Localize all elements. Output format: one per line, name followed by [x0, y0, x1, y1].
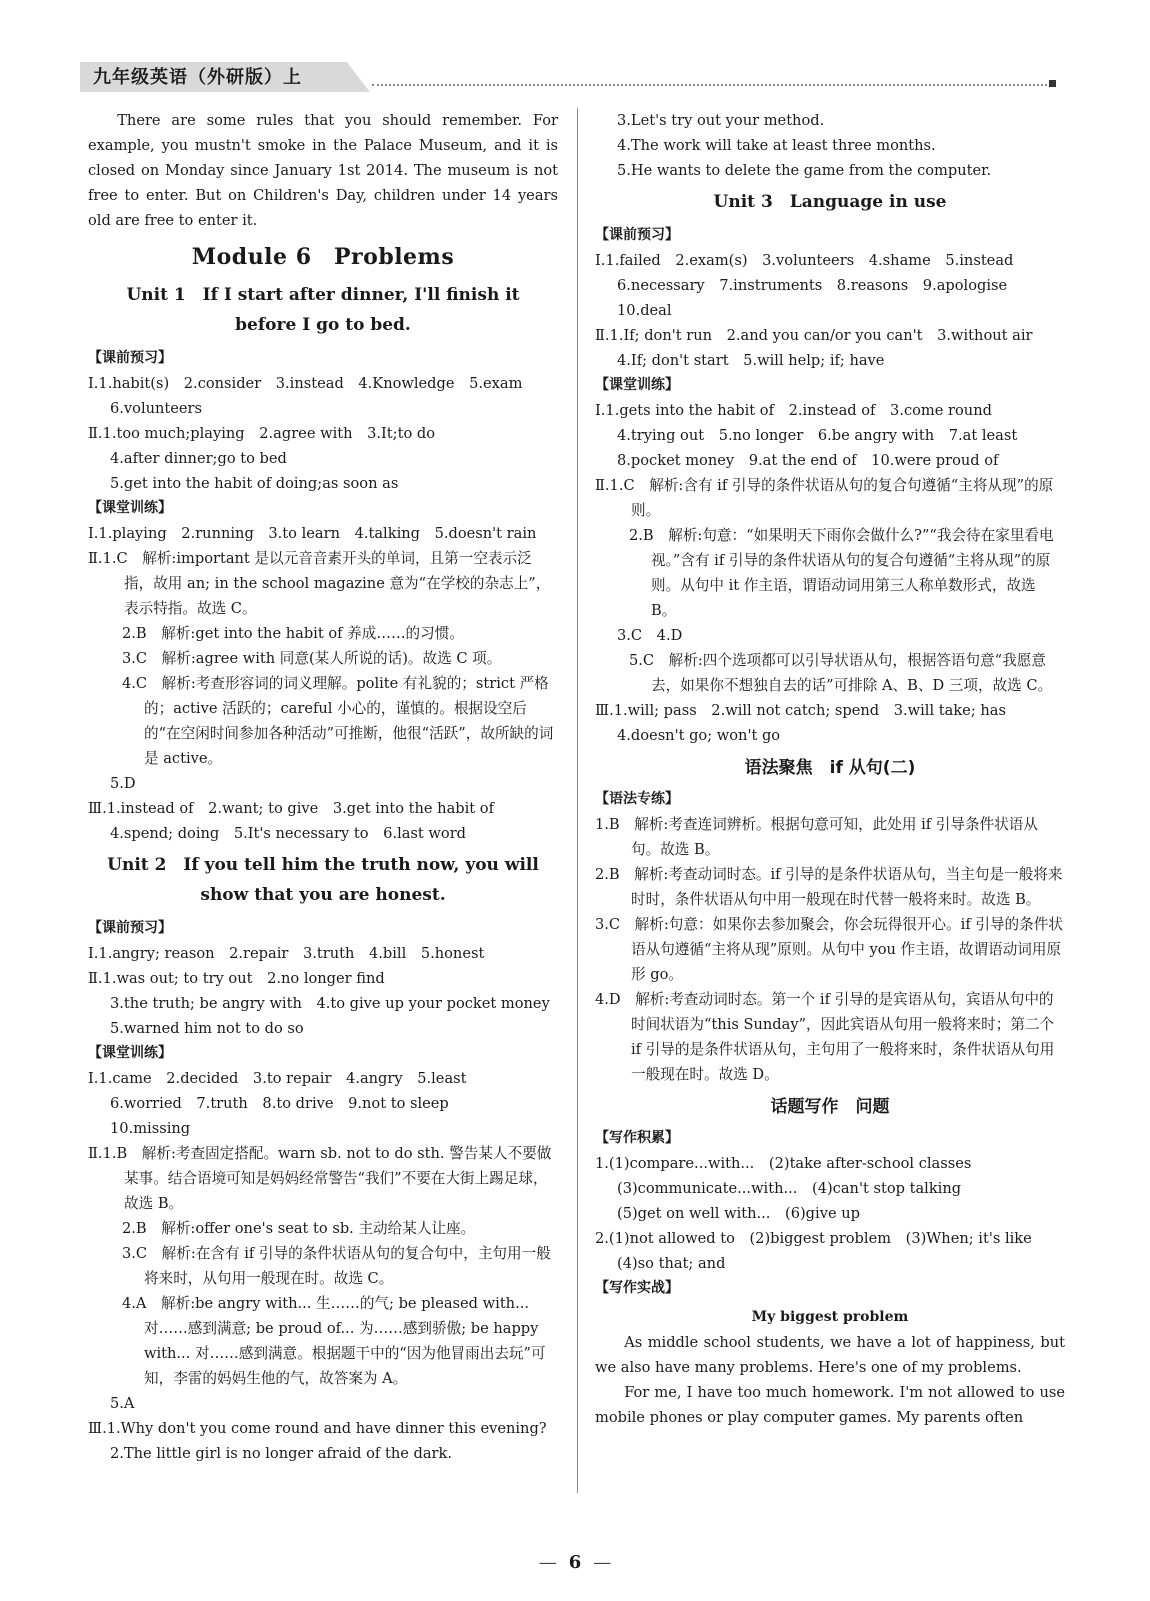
grammar-heading: 【语法专练】 [595, 791, 679, 807]
unit2-title-line1: Unit 2 If you tell him the truth now, you will [107, 855, 539, 875]
writing-title: 话题写作 问题 [770, 1097, 890, 1117]
writing-accum-heading: 【写作积累】 [595, 1130, 679, 1146]
unit3-class-line: 8.pocket money 9.at the end of 10.were proud of [617, 452, 999, 469]
unit2-preview-line: 5.warned him not to do so [110, 1020, 304, 1037]
unit3-preview-line: 6.necessary 7.instruments 8.reasons 9.apologise [617, 277, 1008, 294]
header-square-mark [1049, 80, 1056, 87]
unit1-title-line1: Unit 1 If I start after dinner, I'll finish it [126, 285, 520, 305]
carryover-line: 5.He wants to delete the game from the computer. [617, 162, 992, 179]
unit2-class-line: Ⅲ.1.Why don't you come round and have dinner this evening? [88, 1420, 547, 1437]
unit1-preview-line: 6.volunteers [110, 400, 203, 417]
essay-paragraph: As middle school students, we have a lot of happiness, but we also have many problems. Here's one of my problems. [595, 1334, 1065, 1376]
unit3-class-line: Ⅰ.1.gets into the habit of 2.instead of 3.come round [595, 402, 992, 419]
intro-paragraph: There are some rules that you should remember. For example, you mustn't smoke in the Palace Museum, and it is closed on Monday since January 1st 2014. The museum is not free to enter. But on Children's Day, children under 14 years old are free to enter it. [88, 112, 558, 229]
unit1-class-answer: 4.C 解析:考查形容词的词义理解。polite 有礼貌的；strict 严格的；active 活跃的；careful 小心的，谨慎的。根据设空后的“在空闲时间参加各种活动”可推断，他很“活跃”，故所缺的词是 active。 [122, 675, 554, 767]
unit2-preview-line: 3.the truth; be angry with 4.to give up your pocket money [110, 995, 550, 1012]
grammar-answer: 4.D 解析:考查动词时态。第一个 if 引导的是宾语从句，宾语从句中的时间状语为“this Sunday”，因此宾语从句用一般将来时；第二个 if 引导的是条件状语从句，主句用了一般将来时，条件状语从句用一般现在时。故选 D。 [595, 991, 1055, 1083]
column-divider [577, 108, 578, 1493]
unit1-title-line2: before I go to bed. [235, 315, 411, 335]
carryover-line: 3.Let's try out your method. [617, 112, 825, 129]
unit3-class-answer: 5.C 解析:四个选项都可以引导状语从句，根据答语句意“我愿意去，如果你不想独自去的话”可排除 A、B、D 三项，故选 C。 [629, 652, 1053, 694]
unit1-class-line: Ⅲ.1.instead of 2.want; to give 3.get into the habit of [88, 800, 494, 817]
writing-accum-line: 2.(1)not allowed to (2)biggest problem (3)When; it's like [595, 1230, 1032, 1247]
unit3-class-line: 4.trying out 5.no longer 6.be angry with 7.at least [617, 427, 1018, 444]
unit1-preview-line: Ⅰ.1.habit(s) 2.consider 3.instead 4.Knowledge 5.exam [88, 375, 523, 392]
unit2-class-heading: 【课堂训练】 [88, 1045, 172, 1061]
unit1-class-answer: 3.C 解析:agree with 同意(某人所说的话)。故选 C 项。 [122, 650, 502, 667]
unit3-preview-heading: 【课前预习】 [595, 227, 679, 243]
header-title: 九年级英语（外研版）上 [93, 67, 302, 88]
unit1-class-heading: 【课堂训练】 [88, 500, 172, 516]
unit1-preview-heading: 【课前预习】 [88, 350, 172, 366]
unit3-preview-line: Ⅰ.1.failed 2.exam(s) 3.volunteers 4.shame 5.instead [595, 252, 1014, 269]
left-column [88, 108, 558, 1466]
carryover-line: 4.The work will take at least three months. [617, 137, 936, 154]
page-number-left-dash: — [538, 1552, 557, 1573]
unit2-class-line: 10.missing [110, 1120, 191, 1137]
unit2-class-answer: 5.A [110, 1395, 135, 1412]
unit2-class-line: 6.worried 7.truth 8.to drive 9.not to sleep [110, 1095, 449, 1112]
unit2-class-answer: Ⅱ.1.B 解析:考查固定搭配。warn sb. not to do sth. 警告某人不要做某事。结合语境可知是妈妈经常警告“我们”不要在大街上踢足球，故选 B。 [88, 1145, 552, 1212]
unit3-preview-line: Ⅱ.1.If; don't run 2.and you can/or you can't 3.without air [595, 327, 1033, 344]
unit1-class-answer: 2.B 解析:get into the habit of 养成……的习惯。 [122, 625, 464, 642]
unit1-preview-line: 4.after dinner;go to bed [110, 450, 287, 467]
unit2-title [88, 850, 558, 910]
unit2-title-line2: show that you are honest. [200, 885, 446, 905]
unit3-preview-line: 4.If; don't start 5.will help; if; have [617, 352, 885, 369]
unit3-class-heading: 【课堂训练】 [595, 377, 679, 393]
page-number [0, 1552, 1150, 1573]
grammar-answer: 3.C 解析:句意：如果你去参加聚会，你会玩得很开心。if 引导的条件状语从句遵循“主将从现”原则。从句中 you 作主语，故谓语动词用原形 go。 [595, 916, 1063, 983]
essay-paragraph: For me, I have too much homework. I'm not allowed to use mobile phones or play computer games. My parents often [595, 1384, 1065, 1426]
right-column [595, 108, 1065, 1430]
unit1-class-answer: Ⅱ.1.C 解析:important 是以元音音素开头的单词，且第一空表示泛指，故用 an; in the school magazine 意为“在学校的杂志上”，表示特指。故选 C。 [88, 550, 551, 617]
writing-accum-line: (4)so that; and [617, 1255, 726, 1272]
writing-accum-line: (5)get on well with... (6)give up [617, 1205, 860, 1222]
unit1-title [88, 280, 558, 340]
page-number-value: 6 [568, 1552, 582, 1573]
unit2-class-answer: 2.B 解析:offer one's seat to sb. 主动给某人让座。 [122, 1220, 476, 1237]
grammar-answer: 1.B 解析:考查连词辨析。根据句意可知，此处用 if 引导条件状语从句。故选 B。 [595, 816, 1038, 858]
unit2-preview-heading: 【课前预习】 [88, 920, 172, 936]
unit3-class-answer: 2.B 解析:句意：“如果明天下雨你会做什么?”“我会待在家里看电视。”含有 if 引导的条件状语从句的复合句遵循“主将从现”的原则。从句中 it 作主语，谓语动词用第三人称单数形式，故选 B。 [629, 527, 1054, 619]
unit2-class-answer: 3.C 解析:在含有 if 引导的条件状语从句的复合句中，主句用一般将来时，从句用一般现在时。故选 C。 [122, 1245, 551, 1287]
unit2-preview-line: Ⅰ.1.angry; reason 2.repair 3.truth 4.bill 5.honest [88, 945, 485, 962]
unit1-preview-line: Ⅱ.1.too much;playing 2.agree with 3.It;to do [88, 425, 436, 442]
unit3-preview-line: 10.deal [617, 302, 672, 319]
unit2-class-line: 2.The little girl is no longer afraid of the dark. [110, 1445, 452, 1462]
essay-title: My biggest problem [751, 1309, 909, 1325]
unit2-class-answer: 4.A 解析:be angry with... 生……的气; be pleased with... 对……感到满意; be proud of... 为……感到骄傲; be happy with... 对……感到满意。根据题干中的“因为他冒雨出去玩”可知，李雷的妈妈生他的气，故答案为 A。 [122, 1295, 546, 1387]
unit3-class-line: Ⅲ.1.will; pass 2.will not catch; spend 3.will take; has [595, 702, 1006, 719]
unit3-class-answer: 3.C 4.D [617, 627, 683, 644]
unit2-preview-line: Ⅱ.1.was out; to try out 2.no longer find [88, 970, 385, 987]
writing-practice-heading: 【写作实战】 [595, 1280, 679, 1296]
unit2-class-line: Ⅰ.1.came 2.decided 3.to repair 4.angry 5.least [88, 1070, 467, 1087]
unit3-class-line: 4.doesn't go; won't go [617, 727, 781, 744]
grammar-title: 语法聚焦 if 从句(二) [744, 758, 916, 778]
header-dotted-rule [372, 84, 1047, 86]
unit1-class-line: 4.spend; doing 5.It's necessary to 6.last word [110, 825, 467, 842]
unit3-class-answer: Ⅱ.1.C 解析:含有 if 引导的条件状语从句的复合句遵循“主将从现”的原则。 [595, 477, 1054, 519]
page-number-right-dash: — [593, 1552, 612, 1573]
writing-accum-line: (3)communicate...with... (4)can't stop talking [617, 1180, 962, 1197]
unit1-class-line: Ⅰ.1.playing 2.running 3.to learn 4.talking 5.doesn't rain [88, 525, 537, 542]
unit1-preview-line: 5.get into the habit of doing;as soon as [110, 475, 399, 492]
unit3-title: Unit 3 Language in use [713, 192, 947, 212]
module-title: Module 6 Problems [191, 244, 455, 270]
grammar-answer: 2.B 解析:考查动词时态。if 引导的是条件状语从句，当主句是一般将来时时，条件状语从句中用一般现在时代替一般将来时。故选 B。 [595, 866, 1063, 908]
writing-accum-line: 1.(1)compare...with... (2)take after-school classes [595, 1155, 972, 1172]
unit1-class-answer: 5.D [110, 775, 136, 792]
